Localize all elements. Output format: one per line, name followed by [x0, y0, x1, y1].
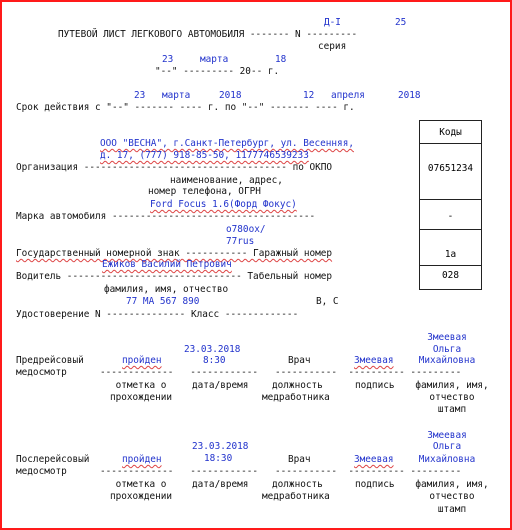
driver-label-line: Водитель ------------------------------- Табельный номер: [16, 271, 333, 282]
pre-hint-stamp: штамп: [437, 404, 467, 415]
post-hint-status-1: отметка о: [115, 479, 167, 490]
org-hint-1: наименование, адрес,: [170, 175, 283, 186]
pre-dash-line: ------------- ------------ ----------- ---------- ---------: [100, 367, 462, 378]
pre-status: пройден: [122, 355, 162, 366]
page-title: ПУТЕВОЙ ЛИСТ ЛЕГКОВОГО АВТОМОБИЛЯ ------- N ---------: [58, 29, 358, 40]
post-status: пройден: [122, 454, 162, 465]
pre-doctor-name-3: Михайловна: [418, 355, 476, 366]
post-hint-position-1: должность: [272, 479, 323, 490]
pre-signature: Змеевая: [354, 355, 394, 366]
pre-label-2: медосмотр: [16, 367, 67, 378]
post-label-2: медосмотр: [16, 466, 67, 477]
post-hint-name-1: фамилия, имя,: [415, 479, 489, 490]
pre-hint-position-1: должность: [272, 380, 323, 391]
post-dash-line: ------------- ------------ ----------- ---------- ---------: [100, 466, 462, 477]
plate-line-2: 77rus: [226, 236, 255, 247]
post-hint-stamp: штамп: [437, 504, 467, 515]
pre-hint-name-1: фамилия, имя,: [415, 380, 489, 391]
org-hint-2: номер телефона, ОГРН: [148, 186, 261, 197]
pre-hint-status-1: отметка о: [115, 380, 167, 391]
pre-hint-position-2: медработника: [262, 392, 330, 403]
pre-hint-status-2: прохождении: [109, 392, 173, 403]
date-line: "--" --------- 20-- г.: [155, 66, 280, 77]
plate-line-1: о780ох/: [226, 224, 266, 235]
org-label-line: Организация ------------------------------------ по ОКПО: [16, 162, 333, 173]
post-label-1: Послерейсовый: [16, 454, 90, 465]
license-line: Удостоверение N -------------- Класс -------------: [16, 309, 299, 320]
validity-from-day: 23: [134, 90, 146, 101]
pre-label-1: Предрейсовый: [16, 355, 84, 366]
tab-number: 028: [442, 270, 459, 281]
post-doctor-name-1: Змеевая: [427, 430, 467, 441]
pre-position: Врач: [288, 355, 311, 366]
number-value: 25: [395, 17, 407, 28]
post-doctor-name-3: Михайловна: [418, 454, 476, 465]
driver-name: Ежиков Василий Петрович: [102, 259, 232, 270]
pre-hint-name-2: отчество: [429, 392, 475, 403]
driver-hint: фамилия, имя, отчество: [104, 284, 229, 295]
pre-doctor-name-1: Змеевая: [427, 332, 467, 343]
validity-line: Срок действия с "--" ------- ---- г. по "--" ------- ---- г.: [16, 102, 355, 113]
pre-hint-signature: подпись: [355, 380, 395, 391]
post-doctor-name-2: Ольга: [432, 441, 462, 452]
date-day: 23: [162, 54, 174, 65]
validity-from-year: 2018: [219, 90, 242, 101]
validity-from-month: марта: [162, 90, 191, 101]
license-number: 77 МА 567 890: [126, 296, 200, 307]
post-hint-datetime: дата/время: [192, 479, 249, 490]
post-hint-position-2: медработника: [262, 491, 330, 502]
pre-time: 8:30: [203, 355, 226, 366]
license-class: B, C: [316, 296, 339, 307]
pre-date: 23.03.2018: [184, 344, 241, 355]
post-time: 18:30: [204, 453, 233, 464]
date-month: марта: [200, 54, 229, 65]
car-label-line: Марка автомобиля ------------------------------------: [16, 211, 316, 222]
post-signature: Змеевая: [354, 454, 394, 465]
series-value: Д-I: [324, 17, 341, 28]
pre-doctor-name-2: Ольга: [432, 344, 462, 355]
car-model: Ford Focus 1.6(Форд Фокус): [150, 199, 297, 210]
garage-number: 1а: [444, 249, 457, 260]
org-value-2: д. 17, (777) 918-85-50, 1177746539233: [100, 150, 309, 161]
validity-to-day: 12: [303, 90, 315, 101]
post-hint-signature: подпись: [355, 479, 395, 490]
validity-to-month: апреля: [331, 90, 365, 101]
validity-to-year: 2018: [398, 90, 421, 101]
codes-label: Коды: [439, 127, 462, 138]
pre-hint-datetime: дата/время: [192, 380, 249, 391]
post-hint-name-2: отчество: [429, 491, 475, 502]
plate-label-line: Государственный номерной знак ----------- Гаражный номер: [16, 248, 333, 259]
series-label: серия: [318, 41, 347, 52]
codes-box: [419, 120, 482, 290]
date-year: 18: [275, 54, 287, 65]
code-dash: -: [447, 211, 454, 222]
post-date: 23.03.2018: [192, 441, 249, 452]
post-hint-status-2: прохождении: [109, 491, 173, 502]
okpo-code: 07651234: [427, 163, 474, 174]
org-value-1: ООО "ВЕСНА", г.Санкт-Петербург, ул. Весенняя,: [100, 138, 354, 149]
post-position: Врач: [288, 454, 311, 465]
